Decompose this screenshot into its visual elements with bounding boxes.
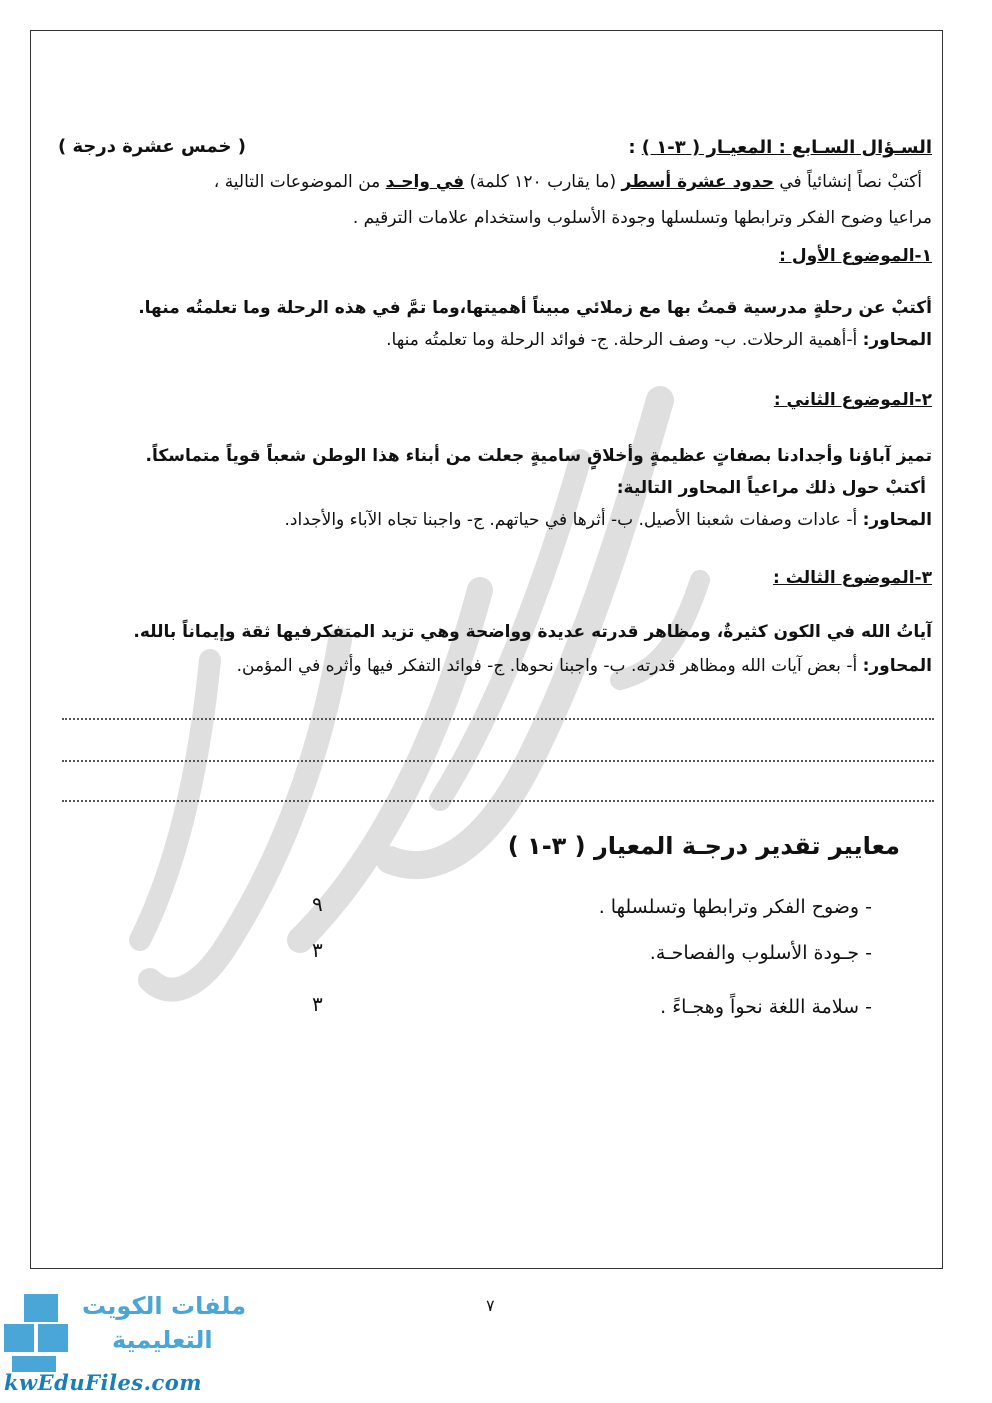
logo-squares-icon bbox=[4, 1294, 84, 1374]
criteria-score: ٩ bbox=[312, 892, 323, 916]
criteria-item: - وضوح الفكر وترابطها وتسلسلها . bbox=[598, 896, 872, 918]
topic1-heading: ١-الموضوع الأول : bbox=[779, 246, 932, 266]
topic3-prompt: آياتُ الله في الكون كثيرةٌ، ومظاهر قدرته عديدة وواضحة وهي تزيد المتفكرفيها ثقة وإيماناً بالله. bbox=[133, 622, 932, 642]
question-header: السـؤال السـابع : المعيـار ( ٣-١ ) : bbox=[628, 137, 932, 158]
topic3-heading: ٣-الموضوع الثالث : bbox=[773, 568, 932, 588]
logo-text-line-2: التعليمية bbox=[112, 1326, 213, 1354]
criteria-score: ٣ bbox=[312, 992, 323, 1016]
answer-line[interactable] bbox=[62, 800, 934, 802]
instruction-line-1: أكتبْ نصاً إنشائياً في حدود عشرة أسطر (ما يقارب ١٢٠ كلمة) في واحـد من الموضوعات التالية ، bbox=[213, 172, 922, 192]
page-number: ٧ bbox=[486, 1296, 495, 1315]
question-marks: ( خمس عشرة درجة ) bbox=[58, 136, 246, 157]
logo-text-line-1: ملفات الكويت bbox=[82, 1292, 247, 1320]
topic1-prompt: أكتبْ عن رحلةٍ مدرسية قمتُ بها مع زملائي مبيناً أهميتها،وما تمَّ في هذه الرحلة وما تعلمتُه منها. bbox=[138, 298, 932, 318]
criteria-score: ٣ bbox=[312, 938, 323, 962]
site-logo[interactable] bbox=[0, 1282, 250, 1403]
answer-line[interactable] bbox=[62, 718, 934, 720]
criteria-item: - سلامة اللغة نحواً وهجـاءً . bbox=[660, 996, 872, 1018]
criteria-title: معايير تقدير درجـة المعيار ( ٣-١ ) bbox=[507, 832, 900, 860]
instruction-emphasis-one: في واحـد bbox=[385, 172, 465, 192]
instruction-emphasis-lines: حدود عشرة أسطر bbox=[621, 172, 774, 192]
answer-line[interactable] bbox=[62, 760, 934, 762]
topic2-prompt-2: أكتبْ حول ذلك مراعياً المحاور التالية: bbox=[616, 478, 926, 498]
topic3-axes: المحاور: أ- بعض آيات الله ومظاهر قدرته. ب- واجبنا نحوها. ج- فوائد التفكر فيها وأثره في المؤمن. bbox=[236, 656, 932, 676]
logo-url: kwEduFiles.com bbox=[4, 1370, 202, 1395]
criteria-item: - جـودة الأسلوب والفصاحـة. bbox=[649, 942, 872, 964]
topic2-heading: ٢-الموضوع الثاني : bbox=[773, 390, 932, 410]
topic1-axes-label: المحاور: bbox=[862, 330, 932, 350]
topic3-axes-label: المحاور: bbox=[862, 656, 932, 676]
topic2-prompt-1: تميز آباؤنا وأجدادنا بصفاتٍ عظيمةٍ وأخلاقٍ ساميةٍ جعلت من أبناء هذا الوطن شعباً قوياً متماسكاً. bbox=[145, 446, 932, 466]
topic2-axes: المحاور: أ- عادات وصفات شعبنا الأصيل. ب- أثرها في حياتهم. ج- واجبنا تجاه الآباء والأجداد. bbox=[284, 510, 932, 530]
instruction-line-2: مراعيا وضوح الفكر وترابطها وتسلسلها وجودة الأسلوب واستخدام علامات الترقيم . bbox=[352, 208, 932, 228]
topic2-axes-label: المحاور: bbox=[862, 510, 932, 530]
question-label: السـؤال السـابع : المعيـار ( ٣-١ ) bbox=[641, 137, 932, 158]
topic1-axes: المحاور: أ-أهمية الرحلات. ب- وصف الرحلة. ج- فوائد الرحلة وما تعلمتُه منها. bbox=[386, 330, 932, 350]
